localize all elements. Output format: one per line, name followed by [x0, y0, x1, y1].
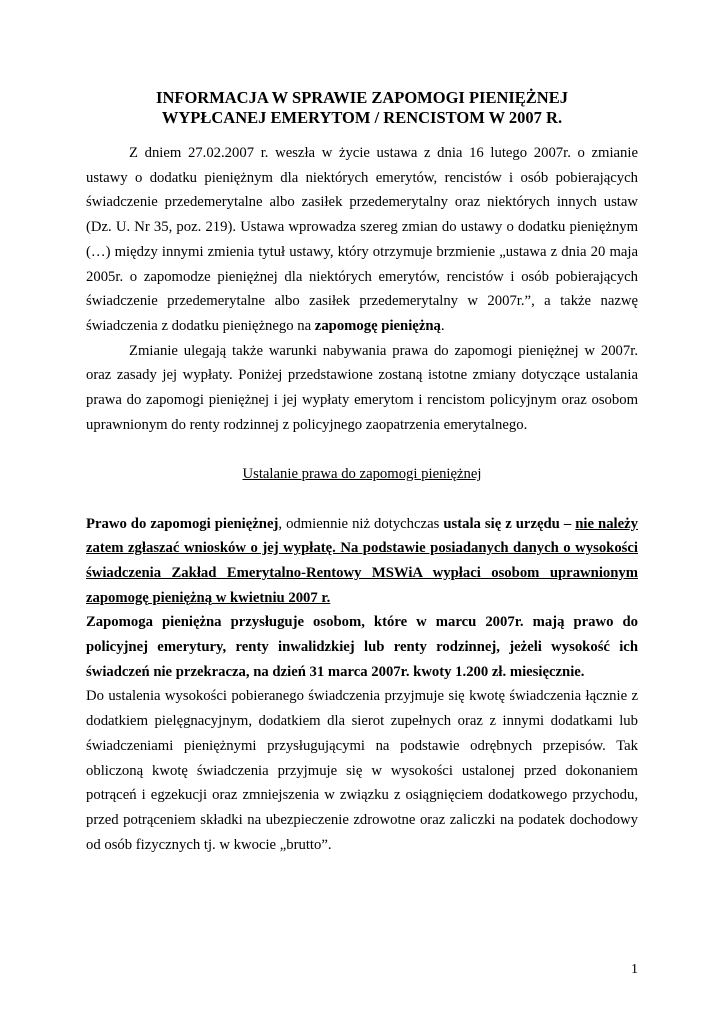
- paragraph-calculation: Do ustalenia wysokości pobieranego świadczenia przyjmuje się kwotę świadczenia łącznie z dodatkiem pielęgnacyjnym, dodatkiem dla sierot zupełnych oraz z innymi dodatkami lub świadczeniami pieniężnymi przysługującymi na podstawie odrębnych przepisów. Tak obliczoną kwotę świadczenia przyjmuje się w wysokości ustalonej przed dokonaniem potrąceń i egzekucji oraz zmniejszenia w związku z osiągnięciem dodatkowego przychodu, przed potrąceniem składki na ubezpieczenie zdrowotne oraz zaliczki na podatek dochodowy od osób fizycznych tj. w kwocie „brutto”.: [86, 688, 638, 853]
- paragraph-changes: Zmianie ulegają także warunki nabywania prawa do zapomogi pieniężnej w 2007r. oraz zasady jej wypłaty. Poniżej przedstawione zostaną istotne zmiany dotyczące ustalania prawa do zapomogi pieniężnej i jej wypłaty emerytom i rencistom policyjnym oraz osobom uprawnionym do renty rodzinnej z policyjnego zaopatrzenia emerytalnego.: [86, 342, 638, 433]
- paragraph-right-bold-1: Prawo do zapomogi pieniężnej: [86, 515, 279, 532]
- paragraph-intro-bold: zapomogę pieniężną: [314, 317, 441, 334]
- spacer: [86, 487, 638, 512]
- spacer: [86, 437, 638, 462]
- paragraph-intro-end: .: [440, 317, 445, 334]
- paragraph-intro: [86, 141, 638, 339]
- paragraph-right-bold-underline: nie należy zatem zgłaszać wniosków o jej wypłatę. Na podstawie posiadanych danych o wysokości świadczenia Zakład Emerytalno-Rentowy MSWiA wypłaci osobom uprawnionym zapomogę pieniężną w kwietniu 2007 r.: [86, 515, 638, 606]
- title-line-1: INFORMACJA W SPRAWIE ZAPOMOGI PIENIĘŻNEJ: [156, 88, 568, 107]
- paragraph-eligibility: [86, 610, 638, 684]
- paragraph-eligibility-bold: Zapomoga pieniężna przysługuje osobom, które w marcu 2007r. mają prawo do policyjnej emerytury, renty inwalidzkiej lub renty rodzinnej, jeżeli wysokość ich świadczeń nie przekracza, na dzień 31 marca 2007r. kwoty 1.200 zł. miesięcznie.: [86, 614, 638, 680]
- paragraph-right-text-1: , odmiennie niż dotychczas: [278, 515, 444, 532]
- page-number: 1: [631, 962, 638, 977]
- paragraph-intro-text: Z dniem 27.02.2007 r. weszła w życie ustawa z dnia 16 lutego 2007r. o zmianie ustawy o dodatku pieniężnym dla niektórych emerytów, rencistów i osób pobierających świadczenie przedemerytalne albo zasiłek przedemerytalny oraz niektórych innych ustaw (Dz. U. Nr 35, poz. 219). Ustawa wprowadza szereg zmian do ustawy o dodatku pieniężnym (…) między innymi zmienia tytuł ustawy, który otrzymuje brzmienie „ustawa z dnia 20 maja 2005r. o zapomodze pieniężnej dla niektórych emerytów, rencistów i osób pobierających świadczenie przedemerytalne albo zasiłek przedemerytalny w 2007r.”, a także nazwę świadczenia z dodatku pieniężnego na: [86, 145, 638, 334]
- document-body: [86, 141, 638, 857]
- paragraph-right-bold-2: ustala się z urzędu –: [443, 515, 572, 532]
- document-title: [86, 88, 638, 128]
- title-line-2: WYPŁCANEJ EMERYTOM / RENCISTOM W 2007 R.: [161, 108, 563, 127]
- section-heading: Ustalanie prawa do zapomogi pieniężnej: [242, 466, 482, 483]
- paragraph-right: [86, 512, 638, 611]
